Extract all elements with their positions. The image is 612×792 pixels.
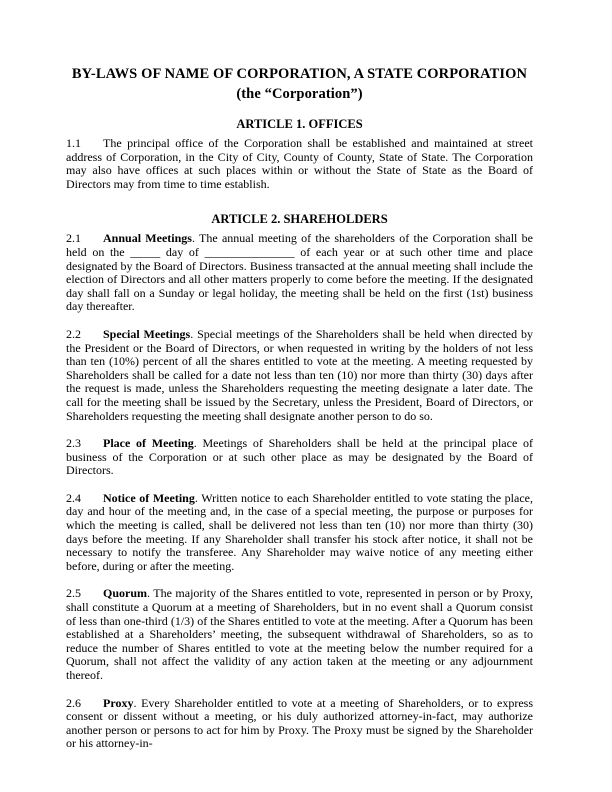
- section-text-2-3: . Meetings of Shareholders shall be held at the principal place of business of the Corporation or at such other place as may be designated by the Board of Directors.: [66, 436, 534, 478]
- section-text-2-2: . Special meetings of the Shareholders shall be held when directed by the President or the Board of Directors, or when requested in writing by the holders of not less than ten (10%) percent of all the shares entitled to vote at the meeting. A meeting requested by Shareholders shall be called for a date not less than ten (10) nor more than thirty (30) days after the request is made, unless the Shareholders requesting the meeting designate a later date. The call for the meeting shall be issued by the Secretary, unless the President, Board of Directors, or Shareholders requesting the meeting shall designate another person to do so.: [66, 326, 534, 423]
- paragraph-1-1: [66, 137, 533, 191]
- paragraph-2-1: [66, 232, 533, 314]
- document-title-line1: BY-LAWS OF NAME OF CORPORATION, A STATE CORPORATION: [71, 66, 528, 82]
- article-1-offices: [66, 117, 533, 191]
- article-2-heading: ARTICLE 2. SHAREHOLDERS: [211, 212, 388, 227]
- paragraph-2-3: [66, 437, 533, 478]
- section-number-2-3: 2.3: [66, 436, 81, 451]
- section-number-2-5: 2.5: [66, 586, 81, 601]
- section-text-2-4: . Written notice to each Shareholder entitled to vote stating the place, day and hour of the meeting and, in the case of a special meeting, the purpose or purposes for which the meeting is called, shall be delivered not less than ten (10) nor more than thirty (30) days before the meeting. If any Shareholder shall transfer his stock after notice, it shall not be necessary to notify the transferee. Any Shareholder may waive notice of any meeting either before, during or after the meeting.: [66, 490, 533, 573]
- section-number-2-6: 2.6: [66, 695, 81, 710]
- paragraph-2-2: [66, 328, 533, 423]
- section-text-2-5: . The majority of the Shares entitled to vote, represented in person or by Proxy, shall constitute a Quorum at a meeting of Shareholders, but in no event shall a Quorum consist of less than one-third (1/3) of the Shares entitled to vote at the meeting. After a Quorum has been established at a Shareholders’ meeting, the subsequent withdrawal of Shareholders, so as to reduce the number of Shares entitled to vote at the meeting below the number required for a Quorum, shall not affect the validity of any action taken at the meeting or any adjournment thereof.: [66, 586, 533, 682]
- section-title-2-5: Quorum: [103, 586, 148, 601]
- paragraph-2-4: [66, 492, 533, 574]
- section-text-2-6: . Every Shareholder entitled to vote at a meeting of Shareholders, or to express consent or dissent without a meeting, or his duly authorized attorney-in-fact, may authorize another person or persons to act for him by Proxy. The Proxy must be signed by the Shareholder or his attorney-in-: [66, 695, 533, 751]
- section-text-2-1: . The annual meeting of the shareholders of the Corporation shall be held on the _____ day of _______________ of each year or at such other time and place designated by the Board of Directors. Business transacted at the annual meeting shall include the election of Directors and all other matters properly to come before the meeting. If the designated day shall fall on a Sunday or legal holiday, the meeting shall be held on the first (1st) business day thereafter.: [66, 231, 533, 314]
- section-number-2-4: 2.4: [66, 490, 81, 505]
- section-title-2-6: Proxy: [103, 695, 134, 710]
- document-title: [66, 64, 533, 104]
- section-text-1-1: The principal office of the Corporation shall be established and maintained at street address of Corporation, in the City of City, County of County, State of State. The Corporation may also have offices at such places within or without the State of State as the Board of Directors may from time to time establish.: [66, 136, 533, 191]
- article-1-heading: ARTICLE 1. OFFICES: [236, 117, 363, 131]
- paragraph-2-5: [66, 587, 533, 682]
- section-title-2-4: Notice of Meeting: [103, 490, 195, 505]
- section-number-1-1: 1.1: [66, 136, 81, 150]
- section-number-2-2: 2.2: [66, 326, 81, 341]
- section-number-2-1: 2.1: [66, 231, 81, 246]
- section-title-2-1: Annual Meetings: [103, 231, 192, 246]
- section-title-2-2: Special Meetings: [103, 326, 191, 341]
- document-title-line2: (the “Corporation”): [236, 86, 363, 102]
- paragraph-2-6: [66, 697, 533, 751]
- section-title-2-3: Place of Meeting: [103, 436, 194, 451]
- article-2-shareholders: [66, 212, 533, 751]
